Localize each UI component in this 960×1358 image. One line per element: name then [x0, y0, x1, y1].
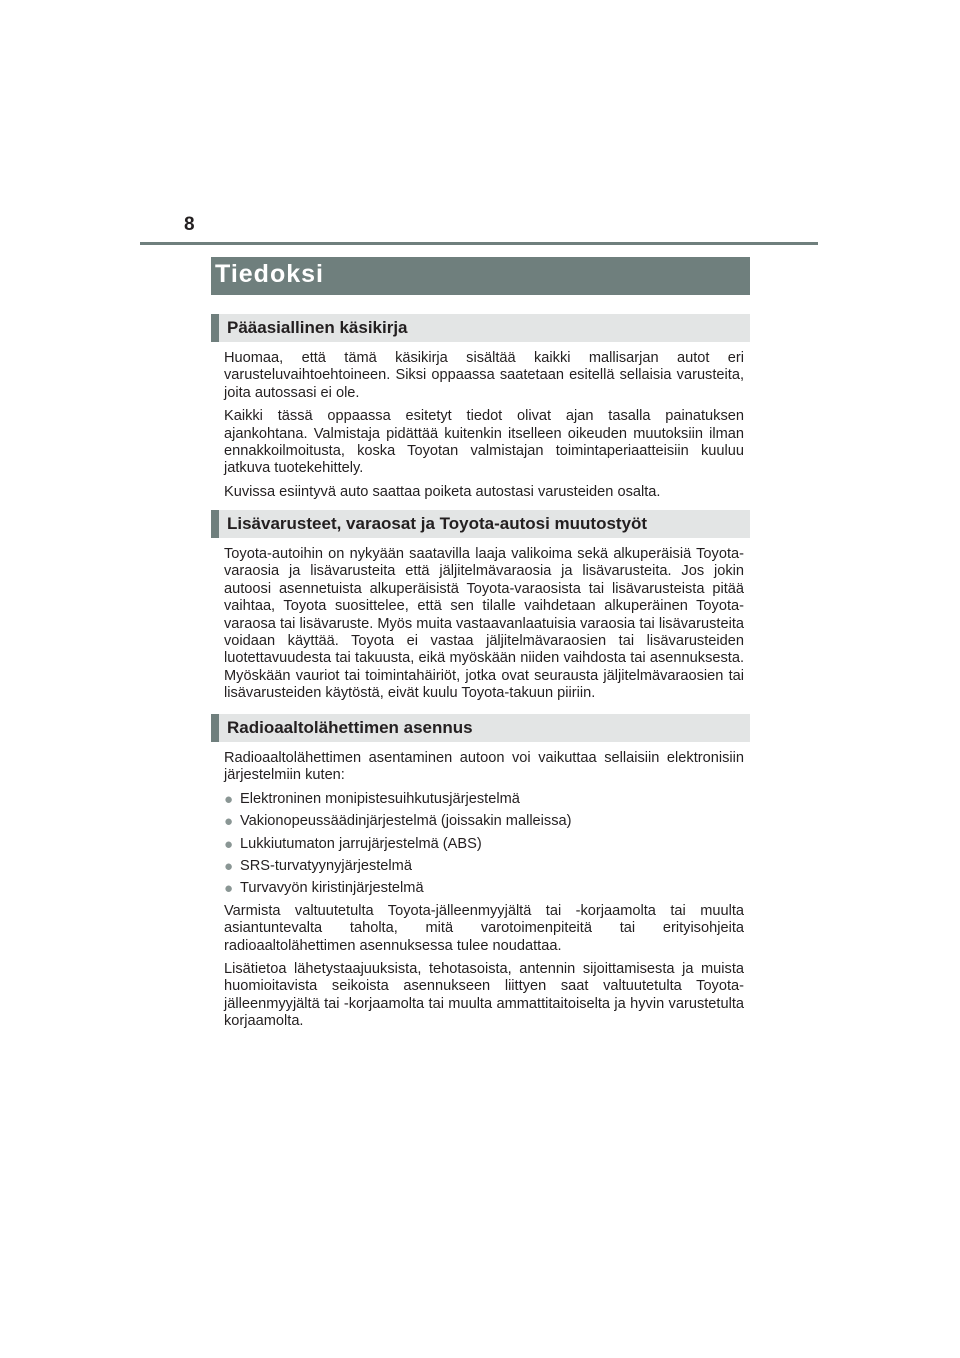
bullet-dot-icon: ● [224, 790, 234, 808]
paragraph: Kuvissa esiintyvä auto saattaa poiketa autostasi varusteiden osalta. [224, 483, 661, 500]
section-title: Lisävarusteet, varaosat ja Toyota-autosi muutostyöt [227, 514, 648, 533]
section-header-main-manual [211, 314, 750, 342]
section-title: Radioaaltolähettimen asennus [227, 718, 473, 737]
bullet-dot-icon: ● [224, 835, 234, 853]
page-title: Tiedoksi [215, 260, 324, 288]
section-title: Pääasiallinen käsikirja [227, 318, 408, 337]
page-title-bar [211, 257, 750, 295]
section-header-accessories [211, 510, 750, 538]
list-item [224, 813, 744, 830]
section-body-radio-transmitter [224, 750, 744, 1037]
list-item [224, 858, 744, 875]
top-divider [140, 242, 818, 245]
bullet-dot-icon: ● [224, 813, 234, 831]
paragraph: Varmista valtuutetulta Toyota-jälleenmyyjältä tai -korjaamolta tai muulta asiantuntevalta taholta, mitä varotoimenpiteitä tai erityisohjeita radioaaltolähettimen asennuksessa tulee noudattaa. [224, 902, 744, 954]
list-item [224, 836, 744, 853]
section-header-radio-transmitter [211, 714, 750, 742]
list-item-text: Elektroninen monipistesuihkutusjärjestelmä [240, 790, 520, 807]
paragraph: Huomaa, että tämä käsikirja sisältää kaikki mallisarjan autot eri varusteluvaihtoehtoineen. Siksi oppaassa saatetaan esitellä sellaisia varusteita, joita autossasi ei ole. [224, 350, 744, 401]
section-body-main-manual [224, 350, 744, 507]
paragraph: Kaikki tässä oppaassa esitetyt tiedot olivat ajan tasalla painatuksen ajankohtana. Valmistaja pidättää kuitenkin itselleen oikeuden muutoksiin ilman ennakkoilmoitusta, koska Toyotan valmistajan toimintaperiaatteisiin kuuluu jatkuva tuotekehittely. [224, 408, 744, 477]
paragraph: Toyota-autoihin on nykyään saatavilla laaja valikoima sekä alkuperäisiä Toyota-varaosia ja lisävarusteita että jäljitelmävaraosia ja lisävarusteita. Jos jokin autoosi asennetuista alkuperäisistä Toyota-varaosista tai lisävarusteista pitää vaihtaa, Toyota suosittelee, että sen tilalle vaihdetaan alkuperäinen Toyota-varaosa tai lisävaruste. Myös muita vastaavanlaatuisia varaosia tai lisävarusteita voidaan käyttää. Toyota ei vastaa jäljitelmävaraosien tai lisävarusteiden luotettavuudesta tai takuusta, eikä myöskään niiden vaihdosta tai asennuksesta. Myöskään vauriot tai toimintahäiriöt, jotka ovat seurausta jäljitelmävaraosien tai lisävarusteiden käytöstä, eivät kuulu Toyota-takuun piiriin. [224, 546, 744, 702]
list-item-text: Turvavyön kiristinjärjestelmä [240, 880, 424, 897]
paragraph: Lisätietoa lähetystaajuuksista, tehotasoista, antennin sijoittamisesta ja muista huomioitavista seikoista asennukseen liittyen saat valtuutetulta Toyota-jälleenmyyjältä tai -korjaamolta tai muulta ammattitaitoiselta ja hyvin varustetulta korjaamolta. [224, 961, 744, 1030]
section-body-accessories [224, 546, 744, 709]
list-item [224, 791, 744, 808]
list-item-text: SRS-turvatyynyjärjestelmä [240, 858, 412, 875]
bullet-dot-icon: ● [224, 880, 234, 898]
list-item-text: Vakionopeussäädinjärjestelmä (joissakin malleissa) [240, 813, 572, 830]
paragraph: Radioaaltolähettimen asentaminen autoon voi vaikuttaa sellaisiin elektronisiin järjestelmiin kuten: [224, 750, 744, 784]
list-item [224, 880, 744, 897]
system-list [224, 791, 744, 898]
list-item-text: Lukkiutumaton jarrujärjestelmä (ABS) [240, 835, 482, 852]
bullet-dot-icon: ● [224, 858, 234, 876]
page-number: 8 [184, 214, 195, 235]
